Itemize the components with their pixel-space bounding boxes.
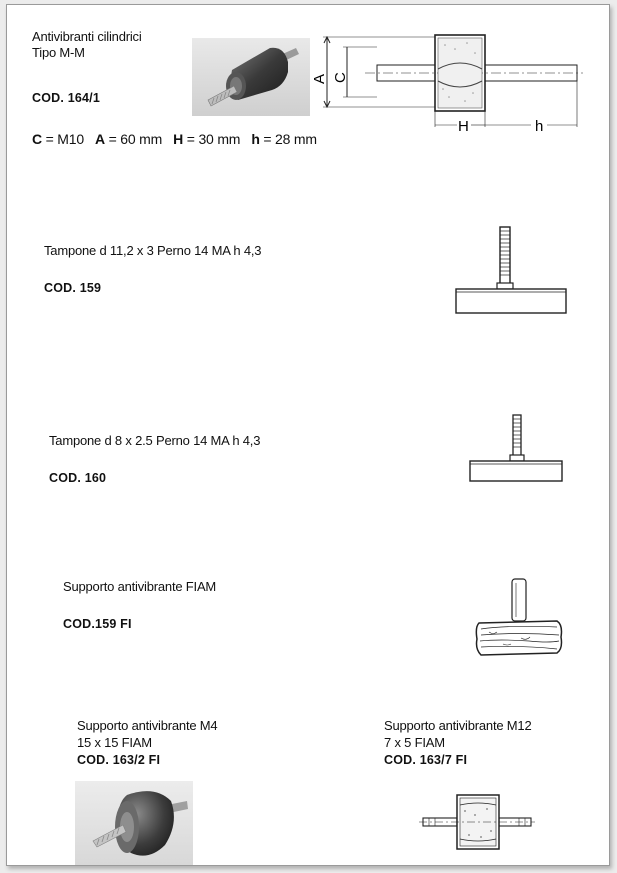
m12-mount-sketch (419, 791, 535, 853)
spec-a-value: = 60 mm (108, 131, 163, 147)
fiam-mount-sketch (469, 577, 569, 661)
product-1-code: COD. 164/1 (32, 91, 101, 105)
spec-h-value: = 30 mm (186, 131, 241, 147)
small-pad-mount-drawing (466, 413, 566, 489)
product-1-specs (32, 131, 317, 147)
spec-a-key: A (95, 131, 105, 147)
cylindrical-mount-diagram (311, 27, 583, 139)
product-4-title: Supporto antivibrante FIAM (63, 579, 217, 594)
rubber-mount-photo (75, 781, 193, 865)
product-4-code: COD.159 FI (63, 617, 132, 631)
product-5-title-line2: 15 x 15 FIAM (77, 735, 152, 750)
cylindrical-mount-photo (192, 38, 310, 116)
product-6-title-line1: Supporto antivibrante M12 (384, 718, 532, 733)
product-2-title: Tampone d 11,2 x 3 Perno 14 MA h 4,3 (44, 243, 262, 258)
pad-mount-drawing (454, 225, 570, 317)
diagram-label-h: H (458, 118, 469, 135)
product-1-title-line1: Antivibranti cilindrici (32, 29, 142, 44)
product-5-title-line1: Supporto antivibrante M4 (77, 718, 218, 733)
product-1-title-line2: Tipo M-M (32, 45, 85, 60)
product-6-code: COD. 163/7 FI (384, 753, 468, 767)
spec-h-key: H (173, 131, 184, 147)
diagram-label-h-small: h (535, 118, 544, 135)
diagram-label-a: A (311, 73, 328, 84)
product-3-code: COD. 160 (49, 471, 107, 485)
product-3-title: Tampone d 8 x 2.5 Perno 14 MA h 4,3 (49, 433, 261, 448)
catalog-page (6, 4, 610, 866)
spec-c-value: = M10 (45, 131, 84, 147)
product-2-code: COD. 159 (44, 281, 102, 295)
spec-h-small-value: = 28 mm (263, 131, 317, 147)
spec-c-key: C (32, 131, 42, 147)
diagram-label-c: C (332, 72, 349, 83)
spec-h-small-key: h (251, 131, 260, 147)
product-5-code: COD. 163/2 FI (77, 753, 161, 767)
product-6-title-line2: 7 x 5 FIAM (384, 735, 445, 750)
